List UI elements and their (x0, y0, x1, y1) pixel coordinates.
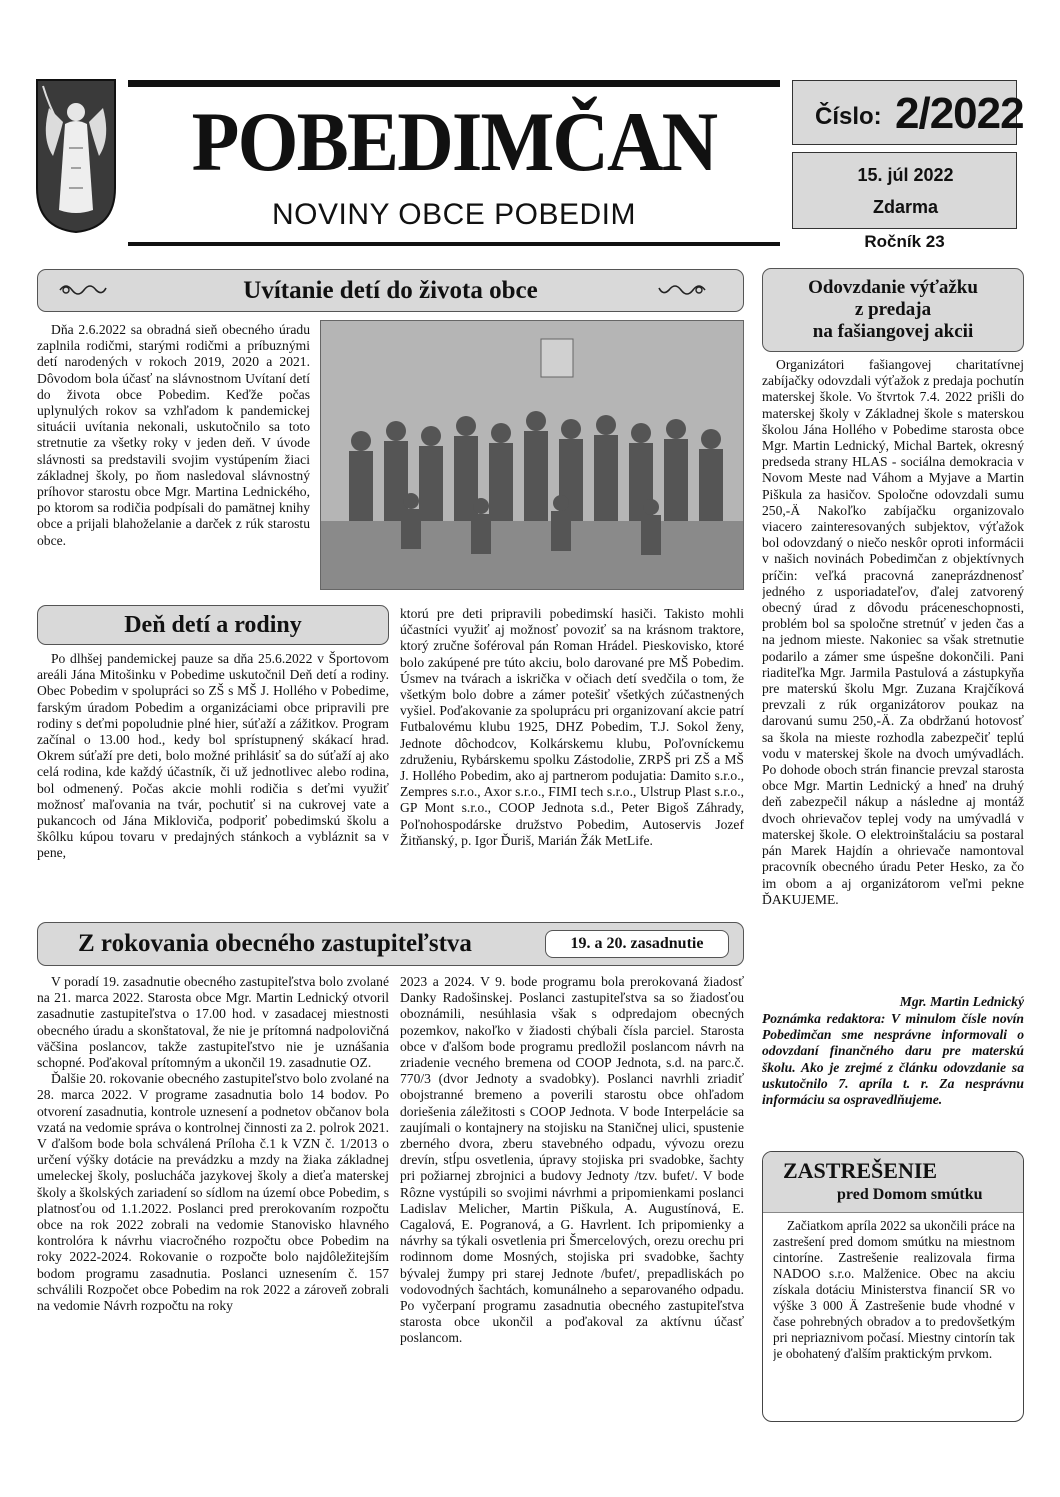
article-den-deti-col2: ktorú pre deti pripravili pobedimskí hasiči. Takisto mohli účastníci využiť aj možnosť povoziť sa na krásnom traktore, ktorý zručne šoféroval pán Roman Hrádel. Pieskovisko, ktoré bolo zakúpené pre túto akciu, bolo darované pre MŠ Pobedim. Úsmev na tvárach a iskrička v očiach detí svedčila o tom, že všetkým bolo dobre a zámer potešiť všetkých zúčastnených vyšiel. Poďakovanie za spoluprácu pri organizovaní akcie patrí Futbalovému klubu 1925, DHZ Pobedim, T.J. Sokol ženy, Jednote dôchodcov, Kolkárskemu klubu, Poľovníckemu združeniu, Rybárskemu spolku Zástodolie, ZRPŠ pri ZŠ a MŠ J. Hollého Pobedim, ako aj partnerom podujatia: Damito s.r.o., Zempres s.r.o., Axor s.r.o., FIMI tech s.r.o., Ulstrup Plast s.r.o., GP Mont s.r.o., COOP Jednota s.d., Peter Bigoš Záhrady, Poľnohospodárske družstvo Pobedim, Autoservis Jozef Žitňanský, p. Igor Ďuriš, Marián Žák MetLife. (400, 606, 744, 848)
article-den-deti-heading (37, 605, 389, 645)
article-vytazok-title-line3: na fašiangovej akcii (812, 321, 974, 342)
article-zastupitelstvo-col1 (37, 974, 389, 1424)
article-vytazok-title-line2: z predaja (854, 299, 932, 320)
masthead-subtitle: NOVINY OBCE POBEDIM (271, 198, 637, 231)
masthead-title: POBEDIMČAN (191, 95, 717, 189)
article-zastresenie-subtitle: pred Domom smútku (837, 1186, 983, 1203)
article-zastresenie-title: ZASTREŠENIE (783, 1158, 938, 1183)
issue-date: 15. júl 2022 (857, 165, 954, 185)
date-box (792, 152, 1017, 229)
issue-label: Číslo: (815, 103, 882, 130)
issue-number: 2/2022 (895, 89, 1024, 138)
article-vytazok-body: Organizátori fašiangovej charitatívnej zabíjačky odovzdali výťažok z predaja pochutín materskej škole. Vo štvrtok 7.4. 2022 prišli do materskej školy v Základnej škole s materskou školou Jána Hollého v Pobedime starosta obce Mgr. Martin Lednický, Michal Bartek, okresný predseda strany HLAS - sociálna demokracia v Novom Meste nad Váhom a Myjave a Martin Piškula za hasičov. Spoločne odovzdali sumu 250,-Ä Nakoľko zabíjačku organizovalo viacero zainteresovaných subjektov, výťažok bol odovzdaný o niečo neskôr oproti informácii v našich novinách Pobedimčan z objektívnych príčin: veľká pracovná zaneprázdnenosť jedného z usporiadateľov, ďalej zatvorený obecný úrad z dôvodu práceneschopnosti, problém bol sa spoločne stretnúť v jeden čas a na jednom mieste. Nakoniec sa však stretnutie podarilo a zámer sme úspešne dokončili. Pani riaditeľka Mgr. Jarmila Pastulová a zástupkyňa pre materskú školu Mgr. Zuzana Krajčíková prevzali z rúk organizátorov poukaz na darovanú sumu 250,-Ä. Za obdržanú hotovosť sa škola na mieste rozhodla zabezpečiť teplú vodu v materskej škole na dvoch umývadlách. Po dohode obоch strán financie prevzal starosta obce Mgr. Martin Lednický a hneď na druhý deň zabezpečil nákup a následne aj montáž dvoch ohrievačov teplej vody na umývadlá v materskej škole. O elektroinštaláciu sa postaral pán Marek Hajdín a ohrievače namontoval pracovník obecného úradu Peter Hesko, za čo im obom a aj organizátorom veľmi pekne ĎAKUJEME. (762, 357, 1024, 907)
article-zastresenie-box (762, 1151, 1024, 1422)
article-vytazok-editor-note: Poznámka redaktora: V minulom čísle novín Pobedimčan sme nesprávne informovali o odovzdaní finančného daru pre materskú školu. Ako je zrejmé z článku odovzdanie sa uskutočnilo 7. apríla t. r. Za nesprávnu informáciu sa ospravedlňujeme. (762, 1011, 1024, 1108)
article-vytazok-signature: Mgr. Martin Lednický (899, 994, 1024, 1009)
article-uvitanie-heading (37, 269, 744, 312)
group-photo-icon (321, 321, 744, 590)
article-zastresenie-body: Začiatkom apríla 2022 sa ukončili práce na zastrešení pred domom smútku na miestnom cintoríne. Zastrešenie realizovala firma NADOO s.r.o. Malženice. Obec na akciu získala dotáciu Ministerstva financií SR vo výške 3 000 Ä Zastrešenie bude vhodné v čase pohrebných obradov a to predovšetkým pri nepriaznivom počasí. Miestny cintorín tak je obohatený ďalším praktickým prvkom. (773, 1218, 1015, 1361)
masthead-top-rule (128, 80, 780, 87)
masthead-bottom-rule (128, 242, 780, 246)
article-zastupitelstvo-col2: 2023 a 2024. V 9. bode programu bola prerokovaná žiadosť Danky Radošinskej. Poslanci zastupiteľstva sa so žiadosťou oboznámili, nesúhlasia však s odpredajom obecných pozemkov, nakoľko v žiadosti chýbali čísla parciel. Starosta obce v ďalšom bode programu predložil poslancom návrh na zriadenie vecného bremena od COOP Jednota, s.d. na parc.č. 770/3 (dvor Jednoty a svadobky). Poslanci navrhli zriadiť obojstranné bremeno a poverili starostu obce ohľadom doriešenia záležitosti s COOP Jednota. V bode Interpelácie sa zaujímali o kontajnery na stojisku na Staničnej ulici, spustenie zberného dvora, zberu stavebného odpadu, vývozu orezu drevín, stĺpu osvetlenia, úpravy stojiska pri svadobke, šachty pri požiarnej zbrojnici a budovy Jednoty /tzv. bufet/. V bode Rôzne vystúpili so svojimi návrhmi a pripomienkami poslanci Ladislav Melicher, Martin Piškula, A. Augustínová, E. Cagalová, E. Pogranová, a G. Havrlent. Ich pripomienky a návrhy sa týkali osvetlenia pri Šmercelových, orezu orechu pri rodinnom dome Mosných, stojiska pri svadobke, šachty bývalej žumpy pri starej Jednote /bufet/, prepadliskách po vodovodných šachtách, komunálneho a separovaného odpadu. Po vyčerpaní programu zasadnutia obecného zastupiteľstva starosta obce ukončil a poďakoval za aktívnu účasť poslancom. (400, 974, 744, 1346)
article-vytazok-heading (762, 268, 1024, 352)
left-ornament-icon (58, 280, 108, 300)
article-uvitanie-title: Uvítanie detí do života obce (243, 276, 538, 304)
article-den-deti-title: Deň detí a rodiny (124, 611, 302, 638)
article-uvitanie-body: Dňa 2.6.2022 sa obradná sieň obecného úradu zaplnila rodičmi, starými rodičmi a príbuznými detí narodených v rokoch 2019, 2020 a 2021. Dôvodom bola účasť na slávnostnom Uvítaní detí do života obce Pobedim. Keďže počas uplynulých rokov sa vzhľadom k pandemickej situácii uvítania nekonali, uskutočnilo sa toto stretnutie za všetky roky v jeden deň. V úvode slávnosti sa predstavili svojim vystúpením žiaci základnej školy, po ňom nasledoval slávnostný príhovor starostu obce Mgr. Martina Lednického, po ktorom sa rodičia podpísali do pamätnej knihy obce a prijali blahoželanie a darček z rúk starostu obce. (37, 322, 310, 548)
volume-label: Ročník 23 (864, 232, 945, 251)
article-zastupitelstvo-title: Z rokovania obecného zastupiteľstva (78, 930, 472, 957)
article-vytazok-title-line1: Odovzdanie výťažku (808, 277, 978, 298)
issue-box (792, 80, 1024, 145)
article-zastupitelstvo-para2: Ďalšie 20. rokovanie obecného zastupiteľstvo bolo zvolané na 28. marca 2022. V programe zasadnutia bolo 14 bodov. Po otvorení zasadnutia, kontrole uznesení a podnetov občanov bola vzatá na vedomie správa o kontrolnej činnosti za 2. polrok 2021. V ďalšom bode bola schválená Príloha č.1 k VZN č. 1/2013 o určení výšky dotácie na prevádzku a mzdy na žiaka základnej umeleckej školy, poslucháča jazykovej školy a dieťa materskej školy a školských zariadení so sídlom na území obce Pobedim, s platnosťou od 1.1.2022. Poslanci pred prerokovaním rozpočtu obce na rok 2022 zobrali na vedomie Stanovisko hlavného kontrolóra k návrhu viacročného rozpočtu obce Pobedim na roky 2022-2024. Rokovanie o rozpočte bolo najdôležitejším bodom programu zasadnutia. Poslanci uznesením č. 157 schválili Rozpočet obce Pobedim na rok 2022 a zároveň zobrali na vedomie Návrh rozpočtu na roky (37, 1071, 389, 1314)
article-zastupitelstvo-badge (545, 930, 729, 958)
article-zastupitelstvo-para1: V poradí 19. zasadnutie obecného zastupiteľstva bolo zvolané na 21. marca 2022. Starosta obce Mgr. Martin Lednický otvoril zasadnutie zastupiteľstva o 17.00 hod. v zasadacej miestnosti obecného úradu a skonštatoval, že nie je prítomná nadpolovičná väčšina poslancov, takže zastupiteľstvo nie je uznášania schopné. Poďakoval prítomným a ukončil 19. zasadnutie OZ. (37, 974, 389, 1071)
article-den-deti-col1: Po dlhšej pandemickej pauze sa dňa 25.6.2022 v Športovom areáli Jána Mitošinku v Pobedime uskutočnil Deň detí a rodiny. Obec Pobedim v spolupráci so ZŠ s MŠ J. Hollého v Pobedime, farským úradom Pobedim a organizáciami obce pripravili pre rodiny s deťmi popoludnie plné hier, súťaží a zážitkov. Program začínal o 13.00 hod., kedy bol sprístupnený skákací hrad. Okrem súťaží pre deti, bolo možné prihlásiť sa do súťaží aj ako celá rodina, kde každý účastník, či už jednotlivec alebo rodina, bol odmenený. Počas akcie mohli rodičia s deťmi využiť možnosť maľovania na tvár, pochutiť si na cukrovej vate a pukancoch od Jána Mikloviča, podporiť pobedimskú školu a škôlku kúpou tovaru v predajných stánkoch a vybláznit sa v pene, (37, 651, 389, 861)
angel-coat-of-arms-icon (35, 78, 117, 234)
coat-of-arms (35, 78, 117, 234)
right-ornament-icon (657, 280, 707, 300)
issue-price: Zdarma (872, 197, 939, 217)
article-zastupitelstvo-badge-text: 19. a 20. zasadnutie (570, 935, 704, 952)
article-uvitanie-photo (320, 320, 744, 590)
